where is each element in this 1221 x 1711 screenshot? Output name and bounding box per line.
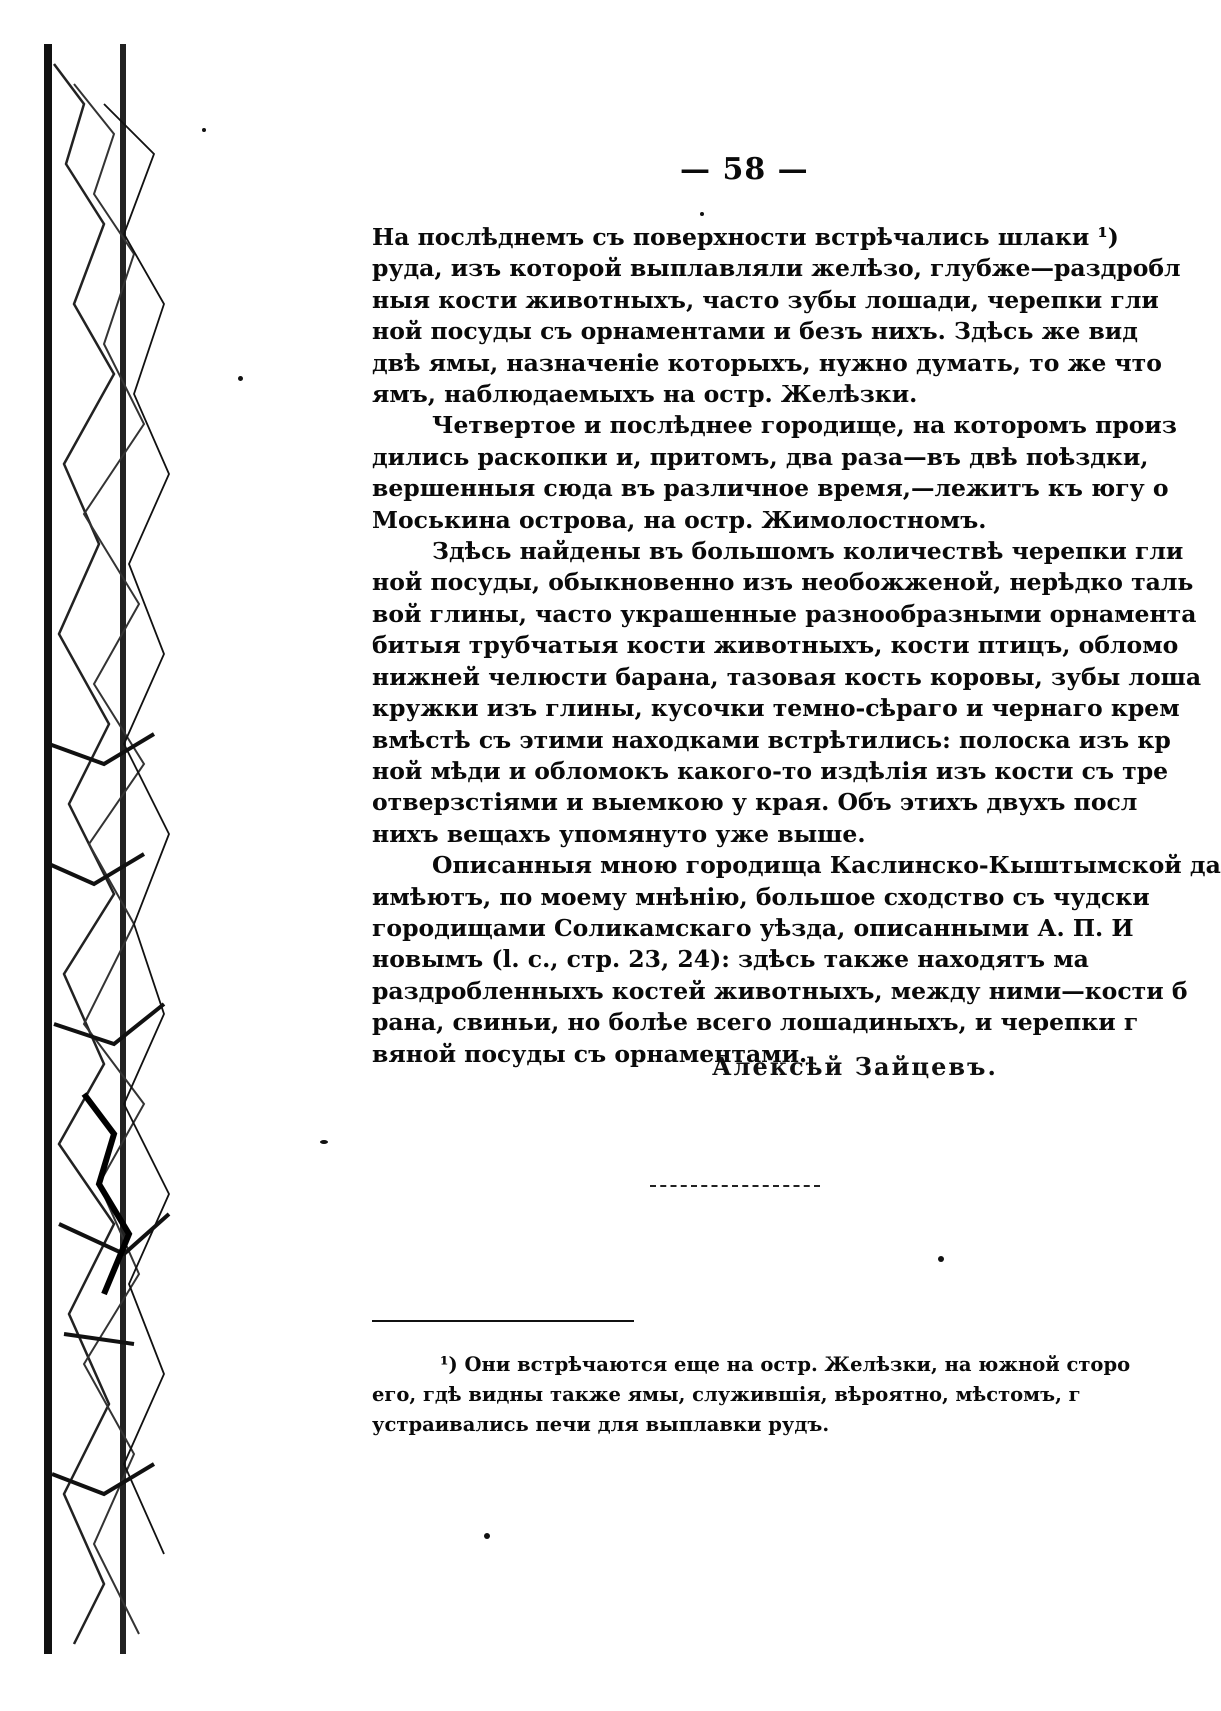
text-line: ной посуды, обыкновенно изъ необожженой, нерѣдко таль (372, 568, 1194, 597)
text-line: городищами Соликамскаго уѣзда, описанными А. П. И (372, 913, 1134, 942)
text-line: ной мѣди и обломокъ какого-то издѣлія изъ кости съ тре (372, 756, 1169, 785)
scan-speck (202, 128, 206, 132)
footnote-line: его, гдѣ видны также ямы, служившія, вѣроятно, мѣстомъ, г (372, 1383, 1081, 1406)
text-line: кружки изъ глины, кусочки темно-сѣраго и чернаго крем (372, 694, 1180, 723)
text-line: рана, свиньи, но болѣе всего лошадиныхъ, и черепки г (372, 1008, 1139, 1037)
author-signature: Алексѣй Зайцевъ. (712, 1052, 998, 1081)
text-line: вяной посуды съ орнаментами. (372, 1039, 808, 1068)
text-line: новымъ (l. с., стр. 23, 24): здѣсь также находятъ ма (372, 945, 1089, 974)
footnote-rule (372, 1320, 634, 1322)
text-line: дились раскопки и, притомъ, два раза—въ двѣ поѣздки, (372, 442, 1149, 471)
footnote (372, 1350, 1131, 1440)
text-line: вмѣстѣ съ этими находками встрѣтились: полоска изъ кр (372, 725, 1171, 754)
scan-speck (938, 1256, 944, 1262)
text-line: На послѣднемъ съ поверхности встрѣчались шлаки ¹) (372, 223, 1119, 251)
dashed-divider (650, 1185, 820, 1187)
text-line: Моськина острова, на остр. Жимолостномъ. (372, 505, 987, 534)
scan-speck (238, 376, 243, 381)
text-line: вершенныя сюда въ различное время,—лежитъ къ югу о (372, 474, 1169, 503)
text-line: руда, изъ которой выплавляли желѣзо, глубже—раздробл (372, 254, 1181, 283)
text-line: Четвертое и послѣднее городище, на которомъ произ (432, 411, 1177, 440)
main-text (372, 222, 1221, 1070)
scan-speck (320, 1140, 328, 1144)
text-line: Здѣсь найдены въ большомъ количествѣ черепки гли (432, 537, 1184, 566)
binding-edge (44, 44, 174, 1654)
text-line: отверзстіями и выемкою у края. Объ этихъ двухъ посл (372, 788, 1138, 817)
text-line: имѣютъ, по моему мнѣнію, большое сходство съ чудски (372, 882, 1150, 911)
text-line: битыя трубчатыя кости животныхъ, кости птицъ, обломо (372, 631, 1179, 660)
text-line: раздробленныхъ костей животныхъ, между ними—кости б (372, 976, 1188, 1005)
footnote-line: устраивались печи для выплавки рудъ. (372, 1413, 830, 1436)
text-line: ной посуды съ орнаментами и безъ нихъ. Здѣсь же вид (372, 317, 1138, 346)
text-line: вой глины, часто украшенные разнообразными орнамента (372, 599, 1197, 628)
text-line: ямъ, наблюдаемыхъ на остр. Желѣзки. (372, 380, 918, 409)
text-line: ныя кости животныхъ, часто зубы лошади, черепки гли (372, 285, 1159, 314)
text-line: нихъ вещахъ упомянуто уже выше. (372, 819, 866, 848)
footnote-line: ¹) Они встрѣчаются еще на остр. Желѣзки, на южной сторо (440, 1353, 1131, 1376)
scan-speck (700, 212, 704, 216)
page-number: — 58 — (680, 152, 809, 187)
scan-speck (484, 1533, 490, 1539)
text-line: двѣ ямы, назначеніе которыхъ, нужно думать, то же что (372, 348, 1162, 377)
text-line: Описанныя мною городища Каслинско-Кыштымской да (432, 851, 1221, 880)
text-line: нижней челюсти барана, тазовая кость коровы, зубы лоша (372, 662, 1202, 691)
